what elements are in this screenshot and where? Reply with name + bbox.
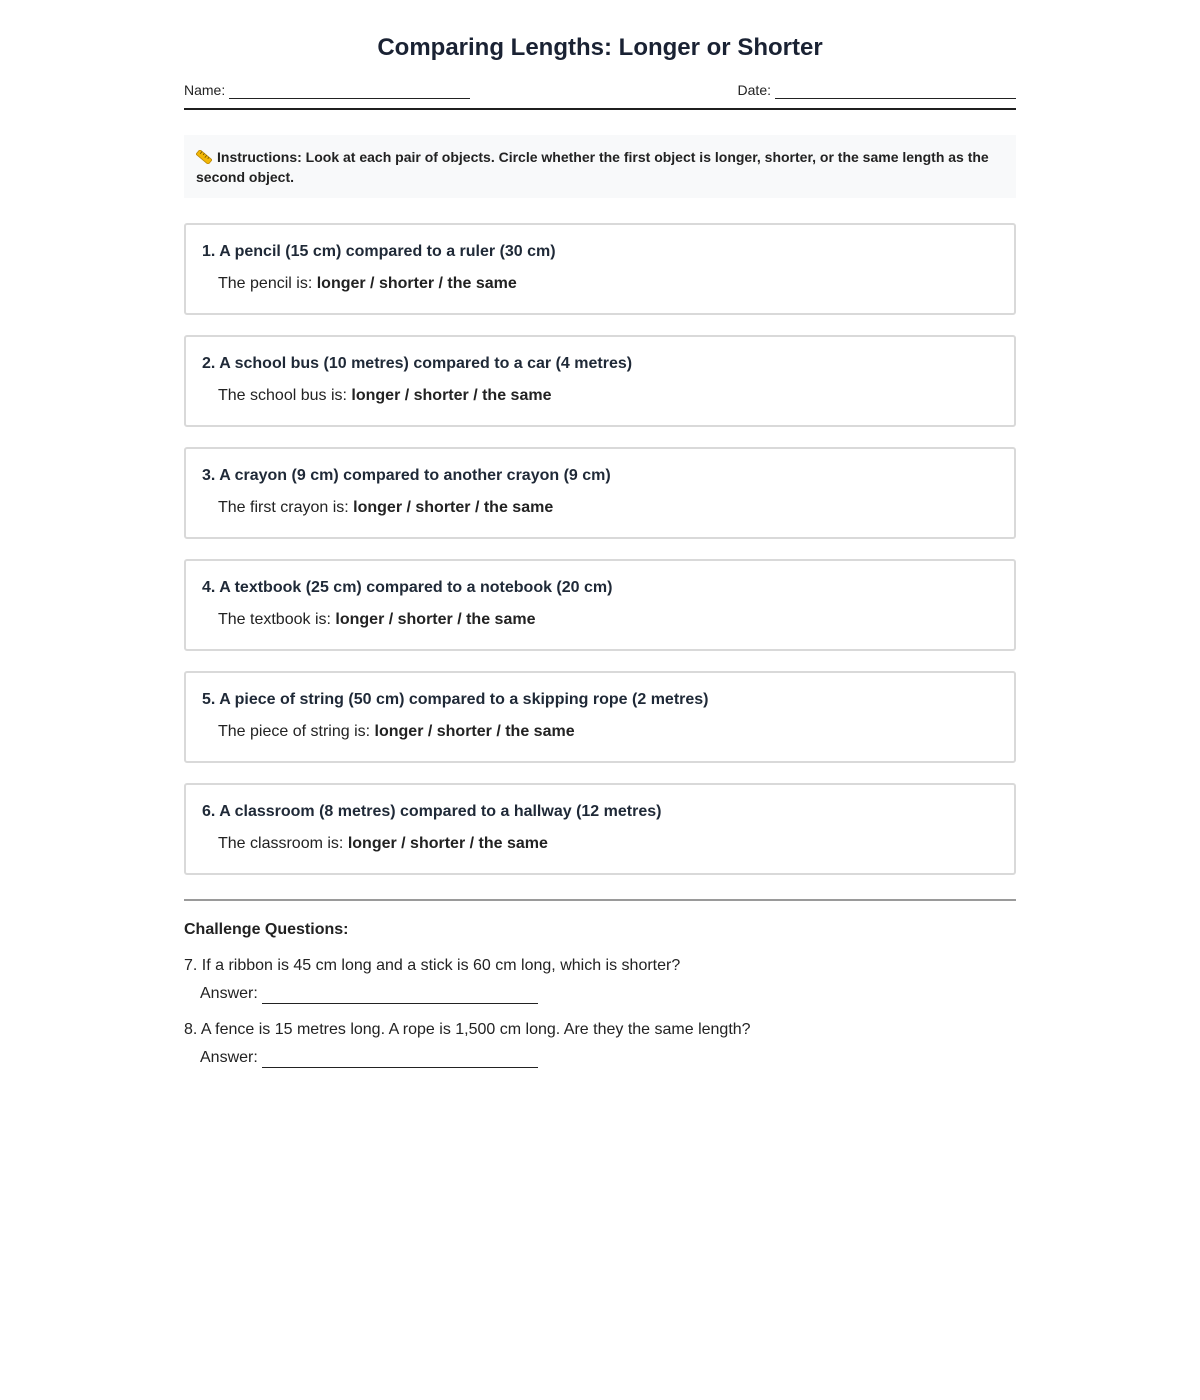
- answer-blank-line[interactable]: [262, 1051, 538, 1068]
- ruler-icon: [196, 149, 212, 163]
- worksheet-page: [184, 0, 1016, 1068]
- question-answer-line: [202, 386, 998, 406]
- instructions-text: Instructions: Look at each pair of objects. Circle whether the first object is longer, shorter, or the same length as the second object.: [196, 149, 989, 185]
- answer-prompt: The first crayon is:: [218, 499, 349, 516]
- answer-choices[interactable]: longer / shorter / the same: [335, 611, 536, 628]
- question-text: 2. A school bus (10 metres) compared to a car (4 metres): [202, 355, 633, 372]
- challenge-question: [184, 1020, 1016, 1068]
- answer-prompt: The piece of string is:: [218, 723, 371, 740]
- answer-label: Answer:: [200, 1049, 258, 1066]
- challenge-question: [184, 956, 1016, 1004]
- challenge-question-text: 8. A fence is 15 metres long. A rope is 1,500 cm long. Are they the same length?: [184, 1021, 751, 1038]
- answer-choices[interactable]: longer / shorter / the same: [347, 835, 548, 852]
- question-card: [184, 783, 1016, 875]
- challenge-question-text: 7. If a ribbon is 45 cm long and a stick is 60 cm long, which is shorter?: [184, 957, 681, 974]
- question-card: [184, 447, 1016, 539]
- answer-prompt: The textbook is:: [218, 611, 331, 628]
- name-blank-line[interactable]: [229, 84, 470, 99]
- name-label: Name:: [184, 82, 226, 98]
- instructions-box: [184, 135, 1016, 198]
- section-divider: [184, 899, 1016, 901]
- answer-choices[interactable]: longer / shorter / the same: [374, 723, 575, 740]
- answer-label: Answer:: [200, 985, 258, 1002]
- question-answer-line: [202, 274, 998, 294]
- page-title: Comparing Lengths: Longer or Shorter: [377, 34, 823, 61]
- question-text: 1. A pencil (15 cm) compared to a ruler (30 cm): [202, 243, 556, 260]
- question-answer-line: [202, 722, 998, 742]
- challenge-heading: Challenge Questions:: [184, 921, 349, 938]
- challenge-answer-row: [184, 984, 1016, 1004]
- question-list: [184, 223, 1016, 875]
- question-text: 4. A textbook (25 cm) compared to a notebook (20 cm): [202, 579, 613, 596]
- question-card: [184, 559, 1016, 651]
- name-field: [184, 81, 470, 99]
- date-field: [738, 81, 1016, 99]
- answer-blank-line[interactable]: [262, 987, 538, 1004]
- student-info-row: [184, 81, 1016, 110]
- question-text: 3. A crayon (9 cm) compared to another crayon (9 cm): [202, 467, 611, 484]
- answer-prompt: The school bus is:: [218, 387, 347, 404]
- question-answer-line: [202, 498, 998, 518]
- date-blank-line[interactable]: [775, 84, 1016, 99]
- question-answer-line: [202, 610, 998, 630]
- question-text: 6. A classroom (8 metres) compared to a hallway (12 metres): [202, 803, 662, 820]
- answer-choices[interactable]: longer / shorter / the same: [316, 275, 517, 292]
- date-label: Date:: [737, 82, 771, 98]
- answer-prompt: The pencil is:: [218, 275, 313, 292]
- challenge-answer-row: [184, 1048, 1016, 1068]
- question-card: [184, 671, 1016, 763]
- question-answer-line: [202, 834, 998, 854]
- answer-prompt: The classroom is:: [218, 835, 344, 852]
- answer-choices[interactable]: longer / shorter / the same: [351, 387, 552, 404]
- question-text: 5. A piece of string (50 cm) compared to a skipping rope (2 metres): [202, 691, 709, 708]
- question-card: [184, 335, 1016, 427]
- question-card: [184, 223, 1016, 315]
- answer-choices[interactable]: longer / shorter / the same: [353, 499, 554, 516]
